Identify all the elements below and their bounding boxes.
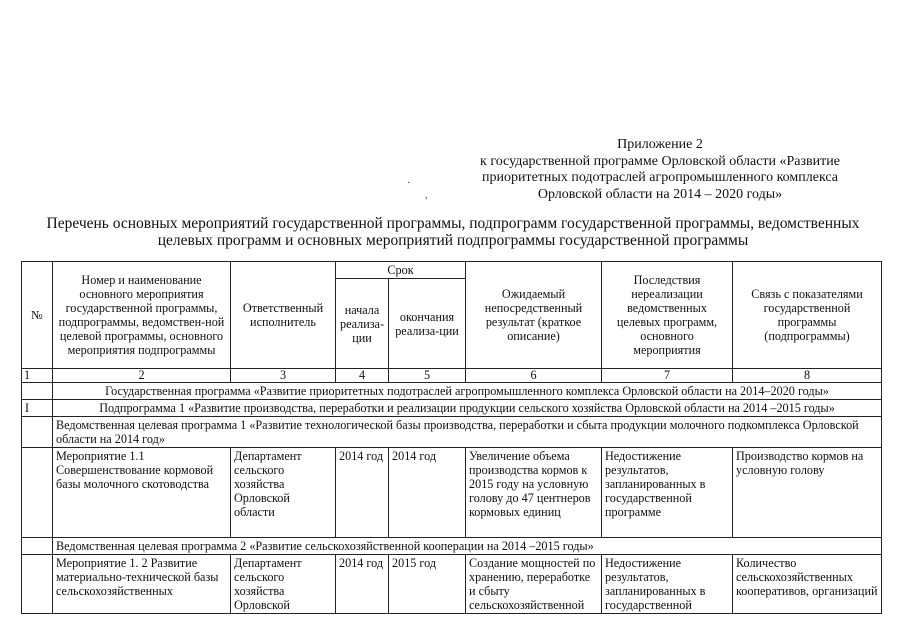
measure-link: Количество сельскохозяйственных кооперативов, организаций xyxy=(733,555,882,614)
state-program-row xyxy=(22,383,882,400)
header-consequences: Последствия нереализации ведомственных целевых программ, основного мероприятия xyxy=(602,262,733,369)
header-link: Связь с показателями государственной программы (подпрограммы) xyxy=(733,262,882,369)
header-start: начала реализа-ции xyxy=(336,279,389,369)
vcp1-title: Ведомственная целевая программа 1 «Развитие технологической базы производства, переработки и сбыта продукции молочного подкомплекса Орловской области на 2014 год» xyxy=(53,417,882,448)
empty-cell xyxy=(22,555,53,614)
measures-table xyxy=(21,261,882,614)
state-program-title: Государственная программа «Развитие приоритетных подотраслей агропромышленного комплекса Орловской области на 2014–2020 годы» xyxy=(53,383,882,400)
measure-name: Мероприятие 1.1 Совершенствование кормовой базы молочного скотоводства xyxy=(53,448,231,538)
empty-cell xyxy=(22,417,53,448)
scan-speck: · xyxy=(407,178,411,189)
col-number: 1 xyxy=(22,369,53,383)
measure-name: Мероприятие 1. 2 Развитие материально-технической базы сельскохозяйственных xyxy=(53,555,231,614)
measure-executor: Департамент сельского хозяйства Орловской xyxy=(231,555,336,614)
header-num: № xyxy=(22,262,53,369)
subprogram-row xyxy=(22,400,882,417)
appendix-line-2: к государственной программе Орловской области «Развитие xyxy=(480,153,840,169)
header-row xyxy=(22,262,882,279)
appendix-line-4: Орловской области на 2014 – 2020 годы» xyxy=(537,186,783,202)
appendix-line-1: Приложение 2 xyxy=(617,137,703,152)
title-line-2: целевых программ и основных мероприятий подпрограммы государственной программы xyxy=(157,232,749,249)
title-line-1: Перечень основных мероприятий государственной программы, подпрограмм государственной программы, ведомственных xyxy=(46,215,860,232)
col-number: 7 xyxy=(602,369,733,383)
col-number: 6 xyxy=(466,369,602,383)
vcp1-row xyxy=(22,417,882,448)
col-number: 2 xyxy=(53,369,231,383)
header-name: Номер и наименование основного мероприятия государственной программы, подпрограммы, ведомствен-ной целевой программы, основного мероприятия подпрограммы xyxy=(53,262,231,369)
subprogram-number: I xyxy=(22,400,53,417)
col-number: 5 xyxy=(389,369,466,383)
header-result: Ожидаемый непосредственный результат (краткое описание) xyxy=(466,262,602,369)
appendix-block xyxy=(450,137,870,203)
vcp2-title: Ведомственная целевая программа 2 «Развитие сельскохозяйственной кооперации на 2014 –2015 годы» xyxy=(53,538,882,555)
measure-consequences: Недостижение результатов, запланированных в государственной xyxy=(602,555,733,614)
header-executor: Ответственный исполнитель xyxy=(231,262,336,369)
measure-row xyxy=(22,448,882,538)
column-numbers-row xyxy=(22,369,882,383)
measure-start: 2014 год xyxy=(336,448,389,538)
measure-link: Производство кормов на условную голову xyxy=(733,448,882,538)
subprogram-title: Подпрограмма 1 «Развитие производства, переработки и реализации продукции сельского хозяйства Орловской области на 2014 –2015 годы» xyxy=(53,400,882,417)
measure-consequences: Недостижение результатов, запланированных в государственной программе xyxy=(602,448,733,538)
measure-end: 2014 год xyxy=(389,448,466,538)
measure-result: Увеличение объема производства кормов к 2015 году на условную голову до 47 центнеров кормовых единиц xyxy=(466,448,602,538)
header-term: Срок xyxy=(336,262,466,279)
empty-cell xyxy=(22,448,53,538)
empty-cell xyxy=(22,538,53,555)
scan-speck: , xyxy=(425,190,428,201)
measure-start: 2014 год xyxy=(336,555,389,614)
appendix-line-3: приоритетных подотраслей агропромышленного комплекса xyxy=(482,170,838,185)
empty-cell xyxy=(22,383,53,400)
measure-result: Создание мощностей по хранению, переработке и сбыту сельскохозяйственной xyxy=(466,555,602,614)
measure-row xyxy=(22,555,882,614)
measure-executor: Департамент сельского хозяйства Орловской области xyxy=(231,448,336,538)
col-number: 3 xyxy=(231,369,336,383)
header-end: окончания реализа-ции xyxy=(389,279,466,369)
col-number: 4 xyxy=(336,369,389,383)
vcp2-row xyxy=(22,538,882,555)
col-number: 8 xyxy=(733,369,882,383)
measure-end: 2015 год xyxy=(389,555,466,614)
document-title xyxy=(20,215,886,249)
